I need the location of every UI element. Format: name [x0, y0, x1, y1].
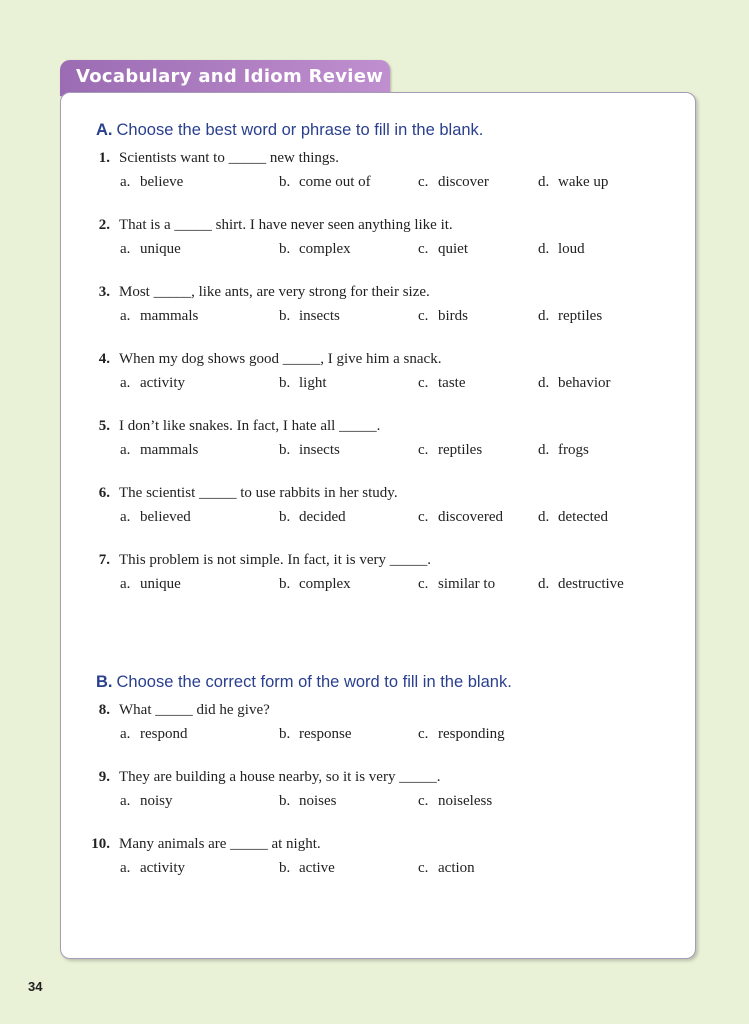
option-text: insects: [299, 442, 340, 458]
section-a-heading: [96, 121, 483, 140]
option-letter: c.: [418, 576, 429, 592]
option-text: believe: [140, 174, 184, 190]
option-letter: d.: [538, 375, 550, 391]
question-number: 4.: [98, 351, 110, 367]
option-text: responding: [438, 726, 505, 742]
section-b-letter: B.: [96, 673, 113, 691]
option-text: loud: [558, 241, 585, 257]
option-c[interactable]: [418, 375, 466, 392]
option-letter: b.: [279, 375, 291, 391]
option-a[interactable]: [120, 576, 181, 593]
option-letter: c.: [418, 726, 429, 742]
option-b[interactable]: [279, 375, 327, 392]
option-c[interactable]: [418, 509, 503, 526]
option-letter: b.: [279, 174, 291, 190]
option-d[interactable]: [538, 442, 589, 459]
option-letter: d.: [538, 174, 550, 190]
option-c[interactable]: [418, 793, 492, 810]
option-text: decided: [299, 509, 346, 525]
option-b[interactable]: [279, 726, 352, 743]
option-text: noiseless: [438, 793, 493, 809]
option-d[interactable]: [538, 509, 608, 526]
question-number: 6.: [98, 485, 110, 501]
option-text: behavior: [558, 375, 611, 391]
option-letter: a.: [120, 793, 131, 809]
option-text: action: [438, 860, 475, 876]
page-number: 34: [28, 979, 43, 994]
option-letter: b.: [279, 576, 291, 592]
option-b[interactable]: [279, 442, 340, 459]
option-letter: a.: [120, 174, 131, 190]
option-d[interactable]: [538, 241, 585, 258]
option-text: detected: [558, 509, 608, 525]
option-letter: d.: [538, 308, 550, 324]
option-text: unique: [140, 241, 181, 257]
option-letter: a.: [120, 576, 131, 592]
option-a[interactable]: [120, 793, 173, 810]
option-a[interactable]: [120, 509, 191, 526]
option-a[interactable]: [120, 860, 185, 877]
option-text: wake up: [558, 174, 609, 190]
option-letter: d.: [538, 442, 550, 458]
option-text: similar to: [438, 576, 496, 592]
question-text: When my dog shows good _____, I give him a snack.: [119, 351, 442, 367]
option-letter: b.: [279, 860, 291, 876]
option-c[interactable]: [418, 860, 475, 877]
question-text: Scientists want to _____ new things.: [119, 150, 339, 166]
section-b-heading: [96, 673, 512, 692]
option-text: reptiles: [558, 308, 603, 324]
option-letter: d.: [538, 576, 550, 592]
option-letter: a.: [120, 375, 131, 391]
section-a-instruction: Choose the best word or phrase to fill in the blank.: [116, 121, 484, 139]
option-b[interactable]: [279, 860, 335, 877]
option-c[interactable]: [418, 174, 489, 191]
question-number: 5.: [98, 418, 110, 434]
question-number: 1.: [98, 150, 110, 166]
question-number: 9.: [98, 769, 110, 785]
option-text: light: [299, 375, 327, 391]
option-b[interactable]: [279, 793, 337, 810]
section-title: Vocabulary and Idiom Review: [76, 66, 384, 87]
question-number: 2.: [98, 217, 110, 233]
question-number: 7.: [98, 552, 110, 568]
question-text: That is a _____ shirt. I have never seen anything like it.: [119, 217, 453, 233]
option-c[interactable]: [418, 308, 468, 325]
question-number: 8.: [98, 702, 110, 718]
option-letter: c.: [418, 509, 429, 525]
option-letter: c.: [418, 174, 429, 190]
option-text: taste: [438, 375, 466, 391]
option-letter: d.: [538, 241, 550, 257]
option-letter: b.: [279, 793, 291, 809]
section-a-letter: A.: [96, 121, 113, 139]
option-text: discover: [438, 174, 489, 190]
option-letter: a.: [120, 308, 131, 324]
question-text: Many animals are _____ at night.: [119, 836, 321, 852]
option-letter: c.: [418, 241, 429, 257]
option-c[interactable]: [418, 576, 495, 593]
option-c[interactable]: [418, 442, 482, 459]
option-letter: a.: [120, 442, 131, 458]
option-text: activity: [140, 860, 185, 876]
option-text: unique: [140, 576, 181, 592]
option-b[interactable]: [279, 241, 351, 258]
option-letter: a.: [120, 509, 131, 525]
option-d[interactable]: [538, 174, 608, 191]
option-text: complex: [299, 241, 351, 257]
option-text: destructive: [558, 576, 624, 592]
option-c[interactable]: [418, 726, 505, 743]
option-letter: b.: [279, 509, 291, 525]
option-letter: b.: [279, 241, 291, 257]
option-text: come out of: [299, 174, 371, 190]
option-b[interactable]: [279, 576, 351, 593]
question-text: What _____ did he give?: [119, 702, 270, 718]
option-d[interactable]: [538, 375, 610, 392]
option-text: birds: [438, 308, 468, 324]
option-text: mammals: [140, 442, 199, 458]
option-text: frogs: [558, 442, 589, 458]
option-a[interactable]: [120, 308, 198, 325]
option-letter: c.: [418, 860, 429, 876]
question-text: Most _____, like ants, are very strong for their size.: [119, 284, 430, 300]
question-number: 10.: [91, 836, 110, 852]
option-text: believed: [140, 509, 191, 525]
option-a[interactable]: [120, 375, 185, 392]
option-text: discovered: [438, 509, 503, 525]
option-letter: b.: [279, 308, 291, 324]
question-text: This problem is not simple. In fact, it is very _____.: [119, 552, 432, 568]
option-text: complex: [299, 576, 351, 592]
option-a[interactable]: [120, 726, 188, 743]
option-letter: a.: [120, 241, 131, 257]
option-text: reptiles: [438, 442, 483, 458]
option-text: quiet: [438, 241, 468, 257]
option-a[interactable]: [120, 241, 181, 258]
option-letter: c.: [418, 442, 429, 458]
option-letter: a.: [120, 726, 131, 742]
option-text: noises: [299, 793, 337, 809]
option-a[interactable]: [120, 442, 198, 459]
option-text: respond: [140, 726, 188, 742]
option-letter: a.: [120, 860, 131, 876]
option-letter: d.: [538, 509, 550, 525]
option-b[interactable]: [279, 308, 340, 325]
option-b[interactable]: [279, 174, 371, 191]
section-title-tab: [60, 60, 390, 96]
option-letter: c.: [418, 793, 429, 809]
option-letter: c.: [418, 308, 429, 324]
question-text: The scientist _____ to use rabbits in her study.: [119, 485, 398, 501]
option-text: insects: [299, 308, 340, 324]
section-b-instruction: Choose the correct form of the word to fill in the blank.: [116, 673, 512, 691]
option-text: active: [299, 860, 335, 876]
question-text: They are building a house nearby, so it is very _____.: [119, 769, 441, 785]
option-letter: b.: [279, 442, 291, 458]
option-d[interactable]: [538, 308, 602, 325]
option-text: mammals: [140, 308, 199, 324]
option-c[interactable]: [418, 241, 468, 258]
option-text: activity: [140, 375, 185, 391]
option-b[interactable]: [279, 509, 346, 526]
option-d[interactable]: [538, 576, 624, 593]
option-letter: b.: [279, 726, 291, 742]
option-letter: c.: [418, 375, 429, 391]
question-text: I don’t like snakes. In fact, I hate all _____.: [119, 418, 381, 434]
option-text: response: [299, 726, 352, 742]
question-number: 3.: [98, 284, 110, 300]
option-text: noisy: [140, 793, 173, 809]
option-a[interactable]: [120, 174, 183, 191]
